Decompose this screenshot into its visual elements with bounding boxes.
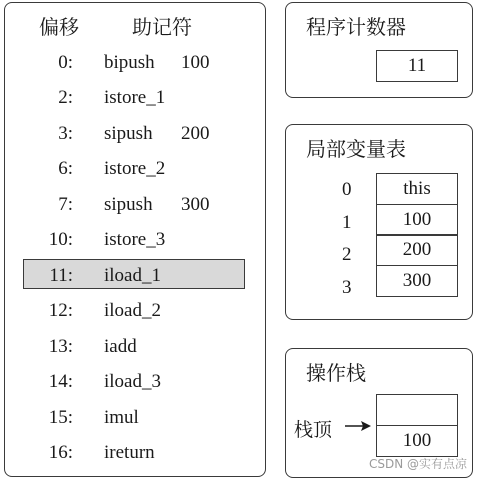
slot-index: 2 bbox=[342, 244, 352, 265]
instruction-offset: 14: bbox=[48, 371, 73, 392]
instruction-arg: 300 bbox=[181, 194, 210, 215]
slot-value: 100 bbox=[376, 204, 458, 236]
instruction-op: iload_1 bbox=[104, 265, 161, 286]
instruction-op: sipush bbox=[104, 123, 153, 144]
instruction-row bbox=[5, 330, 265, 364]
instruction-arg: 200 bbox=[181, 123, 210, 144]
instruction-op: sipush bbox=[104, 194, 153, 215]
slot-value: this bbox=[376, 173, 458, 205]
instruction-offset: 10: bbox=[48, 229, 73, 250]
instruction-row bbox=[5, 117, 265, 151]
instruction-row-current bbox=[5, 259, 265, 293]
instruction-op: iload_2 bbox=[104, 300, 161, 321]
slot-value: 200 bbox=[376, 234, 458, 266]
header-mnemonic: 助记符 bbox=[132, 17, 192, 39]
instruction-offset: 6: bbox=[58, 158, 73, 179]
stack-cell bbox=[376, 394, 458, 426]
instruction-op: imul bbox=[104, 407, 139, 428]
instruction-offset: 2: bbox=[58, 87, 73, 108]
instruction-offset: 16: bbox=[48, 442, 73, 463]
operand-stack-title: 操作栈 bbox=[306, 363, 366, 385]
instruction-op: iadd bbox=[104, 336, 137, 357]
instruction-row bbox=[5, 365, 265, 399]
instruction-offset: 13: bbox=[48, 336, 73, 357]
instruction-op: istore_3 bbox=[104, 229, 166, 250]
local-variables-panel bbox=[285, 124, 473, 320]
program-counter-panel bbox=[285, 2, 473, 98]
instruction-offset: 0: bbox=[58, 52, 73, 73]
instruction-row bbox=[5, 436, 265, 470]
arrow-right-icon bbox=[344, 418, 372, 434]
instruction-row bbox=[5, 223, 265, 257]
instruction-row bbox=[5, 294, 265, 328]
instruction-offset: 11: bbox=[49, 265, 73, 286]
operand-stack bbox=[376, 394, 458, 457]
instruction-row bbox=[5, 152, 265, 186]
instruction-row bbox=[5, 401, 265, 435]
instruction-offset: 15: bbox=[48, 407, 73, 428]
local-variables-table bbox=[376, 173, 458, 297]
instruction-arg: 100 bbox=[181, 52, 210, 73]
bytecode-panel bbox=[4, 2, 266, 477]
program-counter-title: 程序计数器 bbox=[306, 17, 406, 39]
instruction-row bbox=[5, 46, 265, 80]
slot-index: 0 bbox=[342, 179, 352, 200]
instruction-op: bipush bbox=[104, 52, 155, 73]
instruction-row bbox=[5, 81, 265, 115]
slot-value: 300 bbox=[376, 265, 458, 297]
slot-index: 1 bbox=[342, 212, 352, 233]
instruction-offset: 12: bbox=[48, 300, 73, 321]
program-counter-value: 11 bbox=[376, 50, 458, 82]
header-offset: 偏移 bbox=[39, 17, 79, 39]
stack-cell: 100 bbox=[376, 425, 458, 457]
instruction-op: istore_1 bbox=[104, 87, 166, 108]
instruction-op: iload_3 bbox=[104, 371, 161, 392]
slot-index: 3 bbox=[342, 277, 352, 298]
instruction-offset: 3: bbox=[58, 123, 73, 144]
instruction-op: ireturn bbox=[104, 442, 155, 463]
local-variables-title: 局部变量表 bbox=[306, 139, 406, 161]
instruction-row bbox=[5, 188, 265, 222]
watermark: CSDN @实有点凉 bbox=[368, 457, 467, 471]
instruction-offset: 7: bbox=[58, 194, 73, 215]
instruction-op: istore_2 bbox=[104, 158, 166, 179]
stack-top-label: 栈顶 bbox=[294, 420, 333, 441]
